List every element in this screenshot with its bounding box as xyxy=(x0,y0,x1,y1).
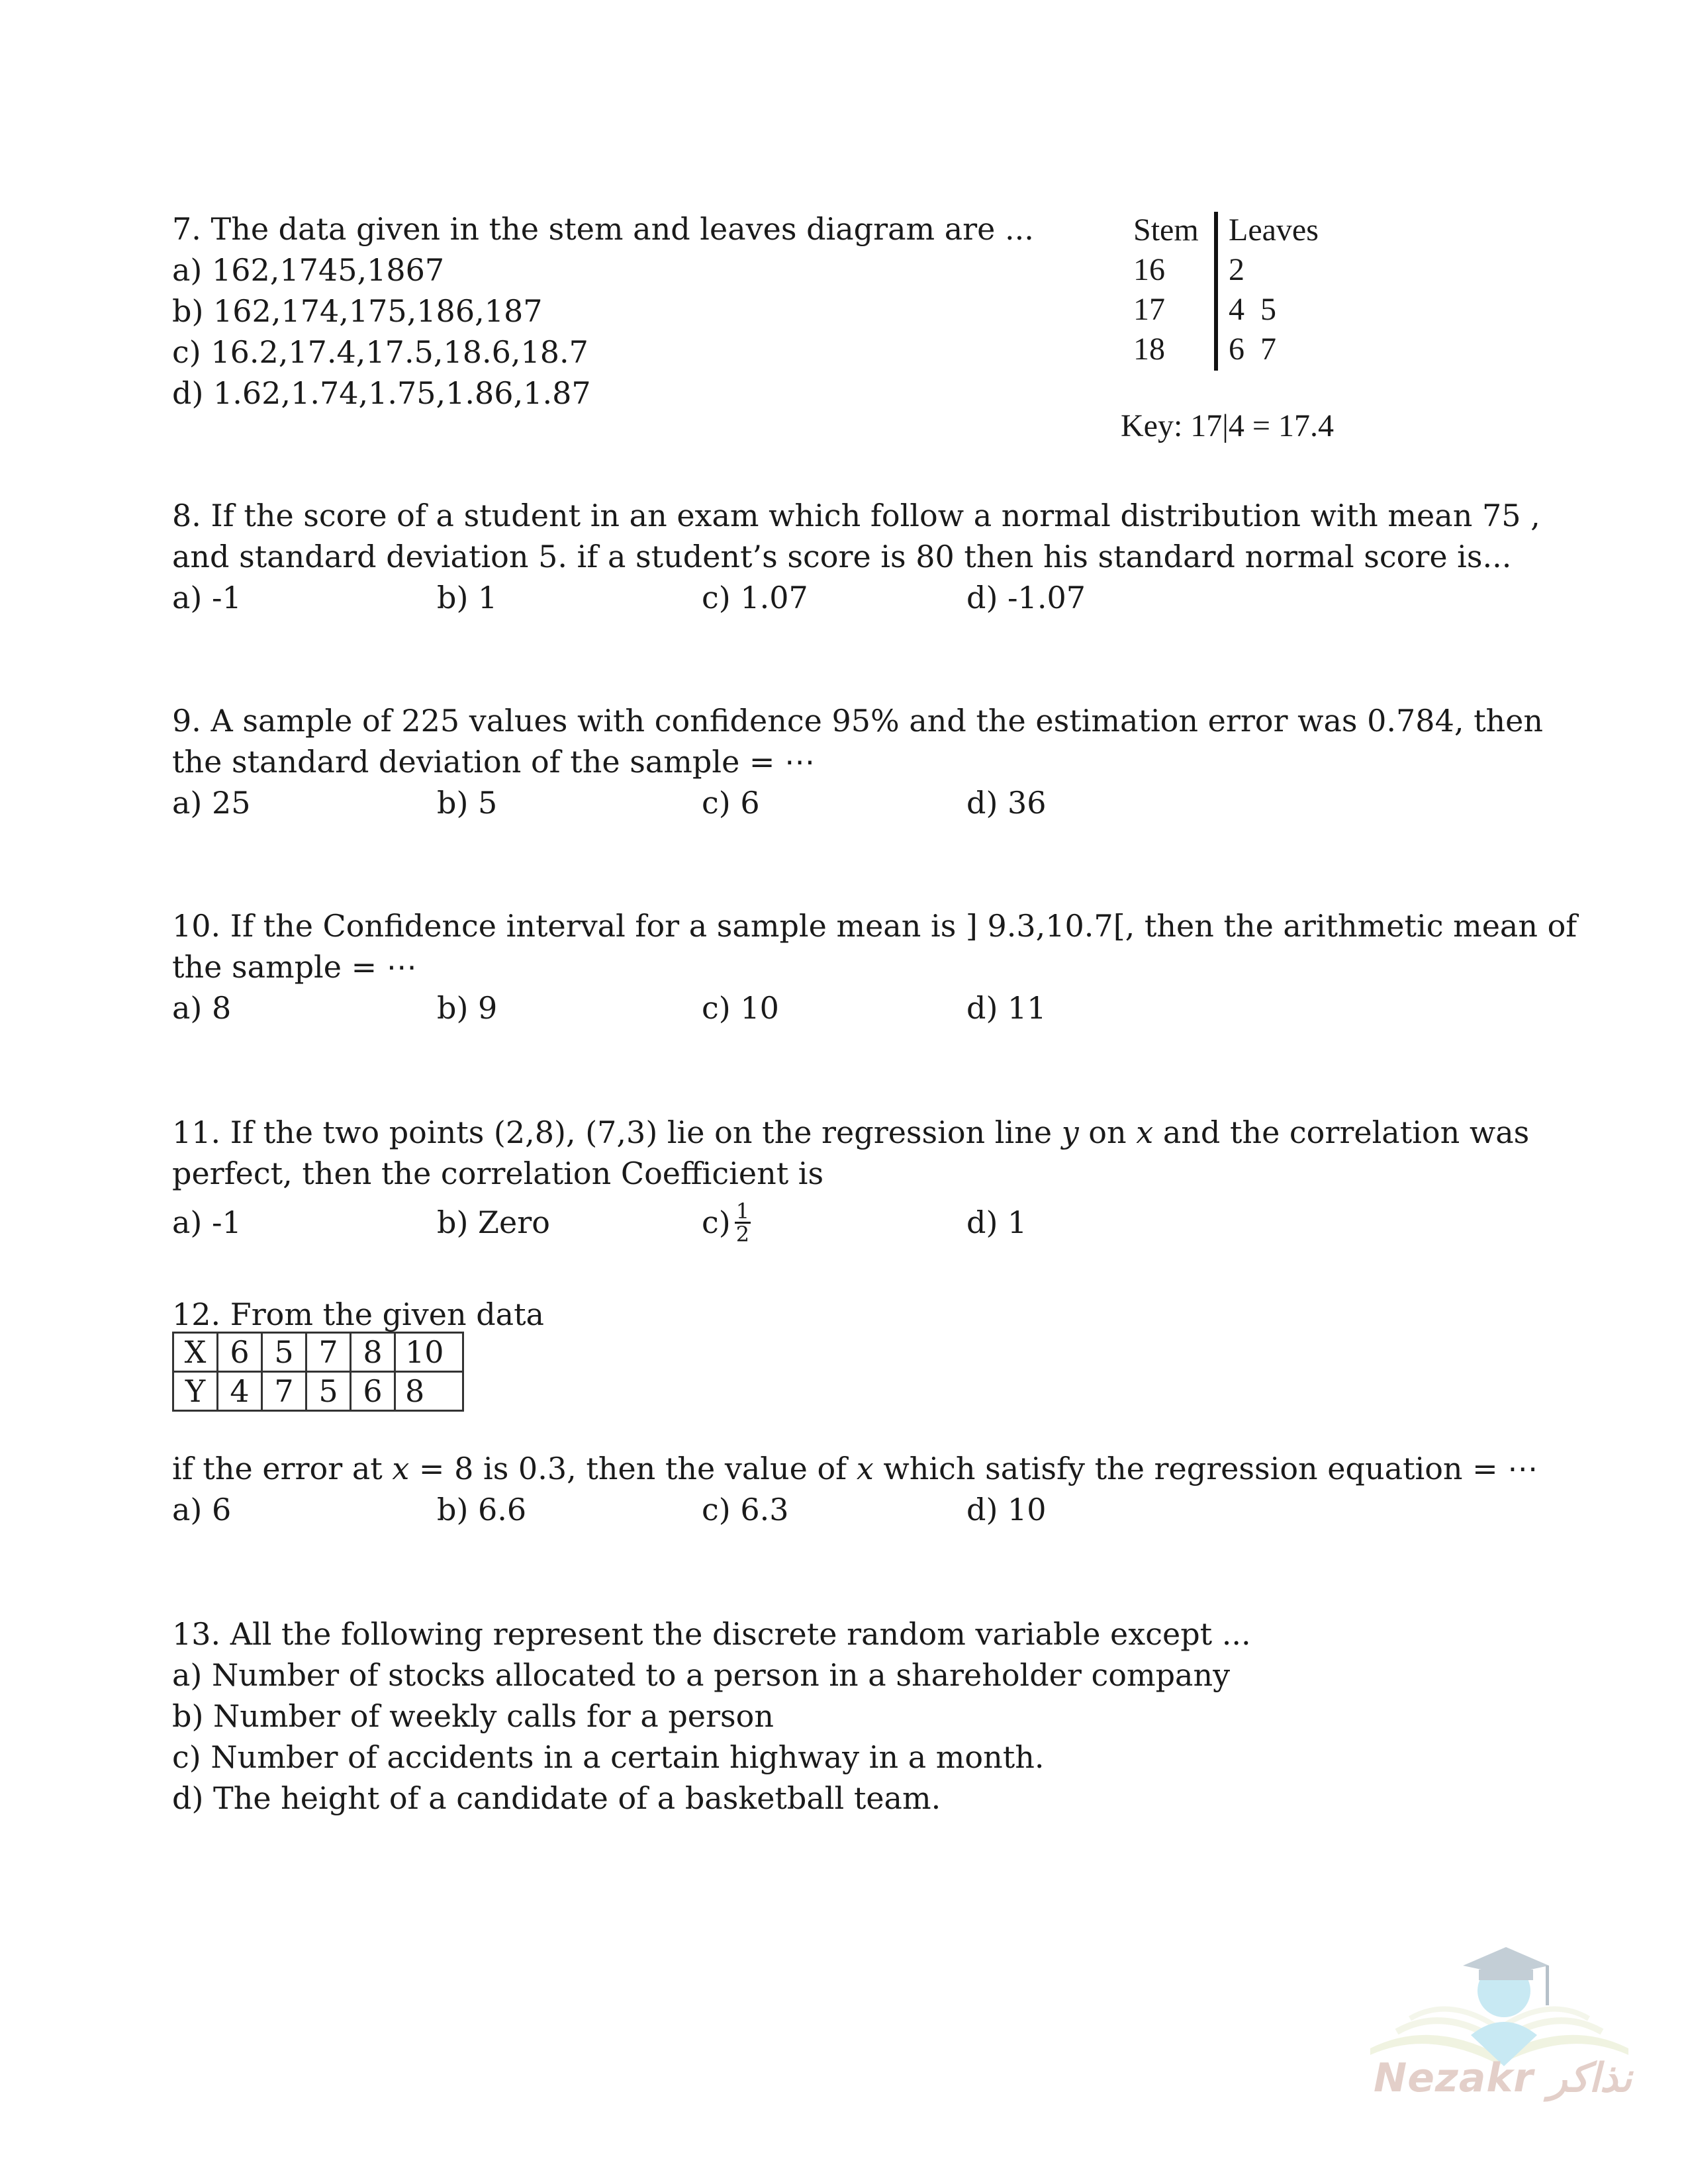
question-13-option-d: d) The height of a candidate of a basketball team. xyxy=(172,1780,941,1816)
question-11-text-part: and the correlation was xyxy=(1153,1115,1530,1150)
question-11 xyxy=(172,1112,1530,1247)
question-12-line xyxy=(172,1448,1538,1489)
question-10-option-d: d) 11 xyxy=(966,990,1047,1026)
leaves-header: Leaves xyxy=(1229,212,1319,248)
leaves-value: 2 xyxy=(1229,252,1244,287)
question-7-option-c: c) 16.2,17.4,17.5,18.6,18.7 xyxy=(172,334,588,370)
question-12-option-b: b) 6.6 xyxy=(437,1492,527,1527)
question-10-option-c: c) 10 xyxy=(702,990,779,1026)
question-11-options xyxy=(172,1198,1529,1247)
question-9-line-1: 9. A sample of 225 values with confidence 95% and the estimation error was 0.784, then xyxy=(172,703,1544,739)
question-12-body xyxy=(172,1448,1538,1530)
question-9-options xyxy=(172,782,1543,823)
question-12-option-d: d) 10 xyxy=(966,1492,1047,1527)
stem-leaf-divider xyxy=(1214,212,1218,371)
leaves-column xyxy=(1229,210,1361,369)
table-cell: 4 xyxy=(218,1372,262,1411)
question-8-options xyxy=(172,577,1540,618)
stem-header: Stem xyxy=(1133,212,1199,248)
table-cell: 7 xyxy=(306,1333,351,1372)
question-12-text-part: if the error at xyxy=(172,1451,393,1486)
table-header-y: Y xyxy=(173,1372,218,1411)
leaves-value: 6 7 xyxy=(1229,332,1276,367)
stem-value: 18 xyxy=(1133,332,1165,367)
question-9-line-2: the standard deviation of the sample = ⋯ xyxy=(172,744,816,780)
table-cell: 6 xyxy=(218,1333,262,1372)
question-11-line-1 xyxy=(172,1112,1529,1153)
watermark-text xyxy=(1374,2055,1632,2101)
question-10-line-1: 10. If the Confidence interval for a sample mean is ] 9.3,10.7[, then the arithmetic mean of xyxy=(172,908,1577,944)
math-var-y: y xyxy=(1061,1115,1079,1150)
table-cell: 5 xyxy=(306,1372,351,1411)
question-8-line-1: 8. If the score of a student in an exam which follow a normal distribution with mean 75 , xyxy=(172,498,1540,533)
table-cell: 6 xyxy=(351,1372,395,1411)
question-8-line-2: and standard deviation 5. if a student’s score is 80 then his standard normal score is... xyxy=(172,539,1512,574)
question-9-option-a: a) 25 xyxy=(172,785,251,821)
question-7-text: 7. The data given in the stem and leaves diagram are ... xyxy=(172,211,1034,247)
question-7 xyxy=(172,208,1034,414)
question-11-option-d: d) 1 xyxy=(966,1205,1027,1240)
question-12-text-part: = 8 is 0.3, then the value of xyxy=(409,1451,857,1486)
table-row-y xyxy=(173,1372,463,1411)
question-9-option-c: c) 6 xyxy=(702,785,760,821)
question-12-text-part: which satisfy the regression equation = ⋯ xyxy=(873,1451,1538,1486)
question-11-text-part: 11. If the two points (2,8), (7,3) lie on the regression line xyxy=(172,1115,1062,1150)
question-8-option-c: c) 1.07 xyxy=(702,580,808,615)
question-13-option-b: b) Number of weekly calls for a person xyxy=(172,1698,774,1734)
question-12-title: 12. From the given data xyxy=(172,1297,544,1332)
table-cell: 8 xyxy=(395,1372,463,1411)
question-10-option-a: a) 8 xyxy=(172,990,232,1026)
question-11-text-part: on xyxy=(1078,1115,1137,1150)
question-13-option-a: a) Number of stocks allocated to a person in a shareholder company xyxy=(172,1657,1231,1693)
fraction-numerator: 1 xyxy=(735,1198,750,1224)
question-12-option-c: c) 6.3 xyxy=(702,1492,789,1527)
question-12-options xyxy=(172,1489,1538,1530)
question-10-options xyxy=(172,987,1577,1028)
question-13 xyxy=(172,1614,1251,1819)
math-var-x: x xyxy=(856,1451,874,1486)
stem-leaf-key: Key: 17|4 = 17.4 xyxy=(1121,408,1334,443)
fraction-denominator: 2 xyxy=(735,1221,750,1247)
stem-value: 17 xyxy=(1133,292,1165,327)
question-11-line-2: perfect, then the correlation Coefficient is xyxy=(172,1156,824,1191)
question-8 xyxy=(172,495,1540,618)
question-11-option-b: b) Zero xyxy=(437,1205,550,1240)
question-10-line-2: the sample = ⋯ xyxy=(172,949,417,985)
question-11-option-a: a) -1 xyxy=(172,1205,242,1240)
table-cell: 5 xyxy=(262,1333,306,1372)
math-var-x: x xyxy=(392,1451,410,1486)
question-10-option-b: b) 9 xyxy=(437,990,498,1026)
question-9 xyxy=(172,700,1543,823)
question-13-text: 13. All the following represent the discrete random variable except ... xyxy=(172,1616,1251,1652)
question-10 xyxy=(172,905,1577,1028)
question-9-option-d: d) 36 xyxy=(966,785,1047,821)
table-row-x xyxy=(173,1333,463,1372)
stem-column xyxy=(1133,210,1213,369)
question-7-option-b: b) 162,174,175,186,187 xyxy=(172,293,543,329)
table-cell: 7 xyxy=(262,1372,306,1411)
question-7-option-d: d) 1.62,1.74,1.75,1.86,1.87 xyxy=(172,375,591,411)
option-c-label: c) xyxy=(702,1205,731,1240)
leaves-value: 4 5 xyxy=(1229,292,1276,327)
table-header-x: X xyxy=(173,1333,218,1372)
question-9-option-b: b) 5 xyxy=(437,785,498,821)
question-8-option-b: b) 1 xyxy=(437,580,498,615)
watermark-arabic: نذاكر xyxy=(1548,2055,1632,2101)
watermark-latin: Nezakr xyxy=(1374,2055,1534,2101)
question-12-option-a: a) 6 xyxy=(172,1492,232,1527)
math-var-x: x xyxy=(1136,1115,1154,1150)
question-11-option-c xyxy=(702,1198,751,1248)
question-8-option-d: d) -1.07 xyxy=(966,580,1086,615)
stem-value: 16 xyxy=(1133,252,1165,287)
fraction-one-half xyxy=(735,1198,751,1247)
question-8-option-a: a) -1 xyxy=(172,580,242,615)
table-cell: 10 xyxy=(395,1333,463,1372)
question-7-option-a: a) 162,1745,1867 xyxy=(172,252,445,288)
table-cell: 8 xyxy=(351,1333,395,1372)
data-table xyxy=(172,1332,464,1412)
question-13-option-c: c) Number of accidents in a certain highway in a month. xyxy=(172,1739,1045,1775)
